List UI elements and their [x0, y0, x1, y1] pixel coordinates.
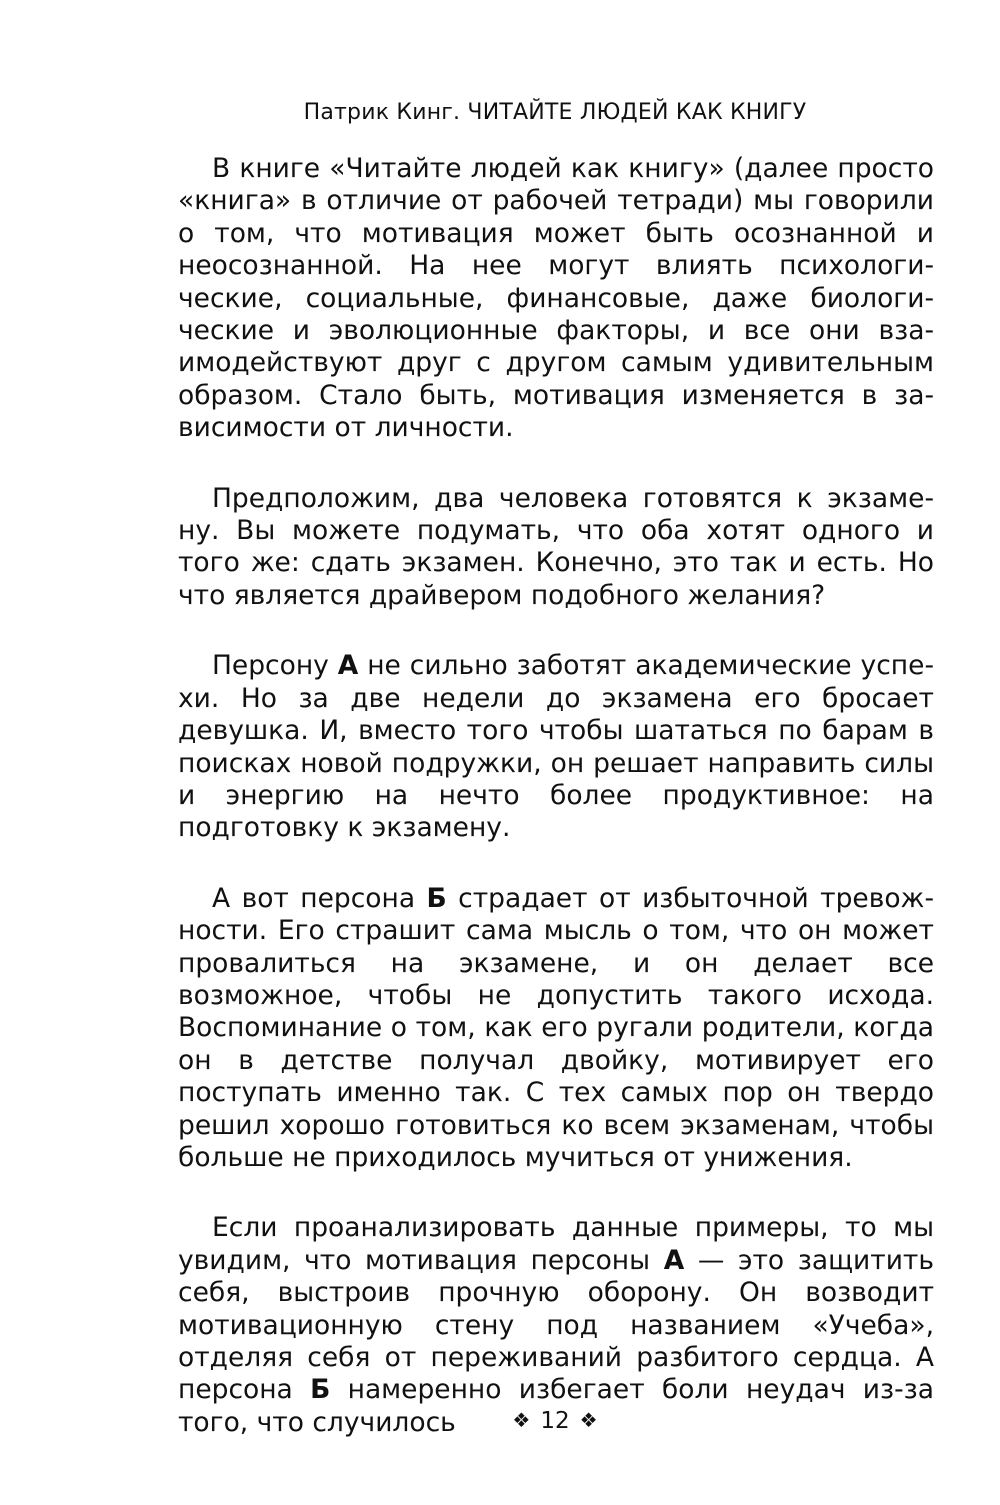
- paragraph: [178, 1212, 934, 1439]
- ornament-right-icon: ❖: [579, 1408, 598, 1432]
- paragraph-text: Предположим, два человека готовятся к экзамену. Вы можете подумать, что оба хотят одного и того же: сдать экзамен. Конечно, это так и есть. Но что является драйвером подобного желания?: [178, 482, 934, 611]
- paragraph-text: страдает от избыточной тревожности. Его страшит сама мысль о том, что он может провалиться на экзамене, и он делает все возможное, чтобы не допустить такого исхода. Воспоминание о том, как его ругали родители, когда он в детстве получал двойку, мотивирует его поступать именно так. С тех самых пор он твердо решил хорошо готовиться ко всем экзаменам, чтобы больше не приходилось мучиться от унижения.: [178, 882, 934, 1173]
- person-label: А: [663, 1244, 685, 1276]
- page-footer: [0, 1408, 1000, 1434]
- paragraph-text: Если проанализировать данные примеры, то мы увидим, что мотивация персоны: [178, 1212, 934, 1276]
- paragraph: [178, 153, 934, 445]
- person-label: Б: [426, 882, 447, 914]
- person-label: Б: [310, 1374, 331, 1406]
- page-number: 12: [540, 1408, 570, 1434]
- paragraph-text: намеренно избегает боли неудач из-за того, что случилось: [178, 1374, 934, 1438]
- paragraph: [178, 483, 934, 613]
- paragraph-text: А вот персона: [212, 882, 427, 914]
- body-text: [178, 153, 934, 1439]
- paragraph-text: Персону: [212, 650, 338, 682]
- ornament-left-icon: ❖: [512, 1408, 531, 1432]
- paragraph-text: В книге «Читайте людей как книгу» (далее просто «книга» в отличие от рабочей тетради) мы говорили о том, что мотивация может быть осознанной и неосознанной. На нее могут влиять психологические, социальные, финансовые, даже биологические и эволюционные факторы, и все они взаимодействуют друг с другом самым удивительным образом. Стало быть, мотивация изменяется в зависимости от личности.: [178, 153, 934, 444]
- paragraph-text: не сильно заботят академические успехи. Но за две недели до экзамена его бросает девушка. И, вместо того чтобы шататься по барам в поисках новой подружки, он решает направить силы и энергию на нечто более продуктивное: на подготовку к экзамену.: [178, 650, 934, 844]
- running-head: Патрик Кинг. ЧИТАЙТЕ ЛЮДЕЙ КАК КНИГУ: [303, 100, 807, 125]
- paragraph: [178, 650, 934, 844]
- paragraph: [178, 883, 934, 1175]
- paragraph-text: — это защитить себя, выстроив прочную оборону. Он возводит мотивационную стену под названием «Учеба», отделяя себя от переживаний разбитого сердца. А персона: [178, 1244, 934, 1406]
- person-label: А: [337, 650, 359, 682]
